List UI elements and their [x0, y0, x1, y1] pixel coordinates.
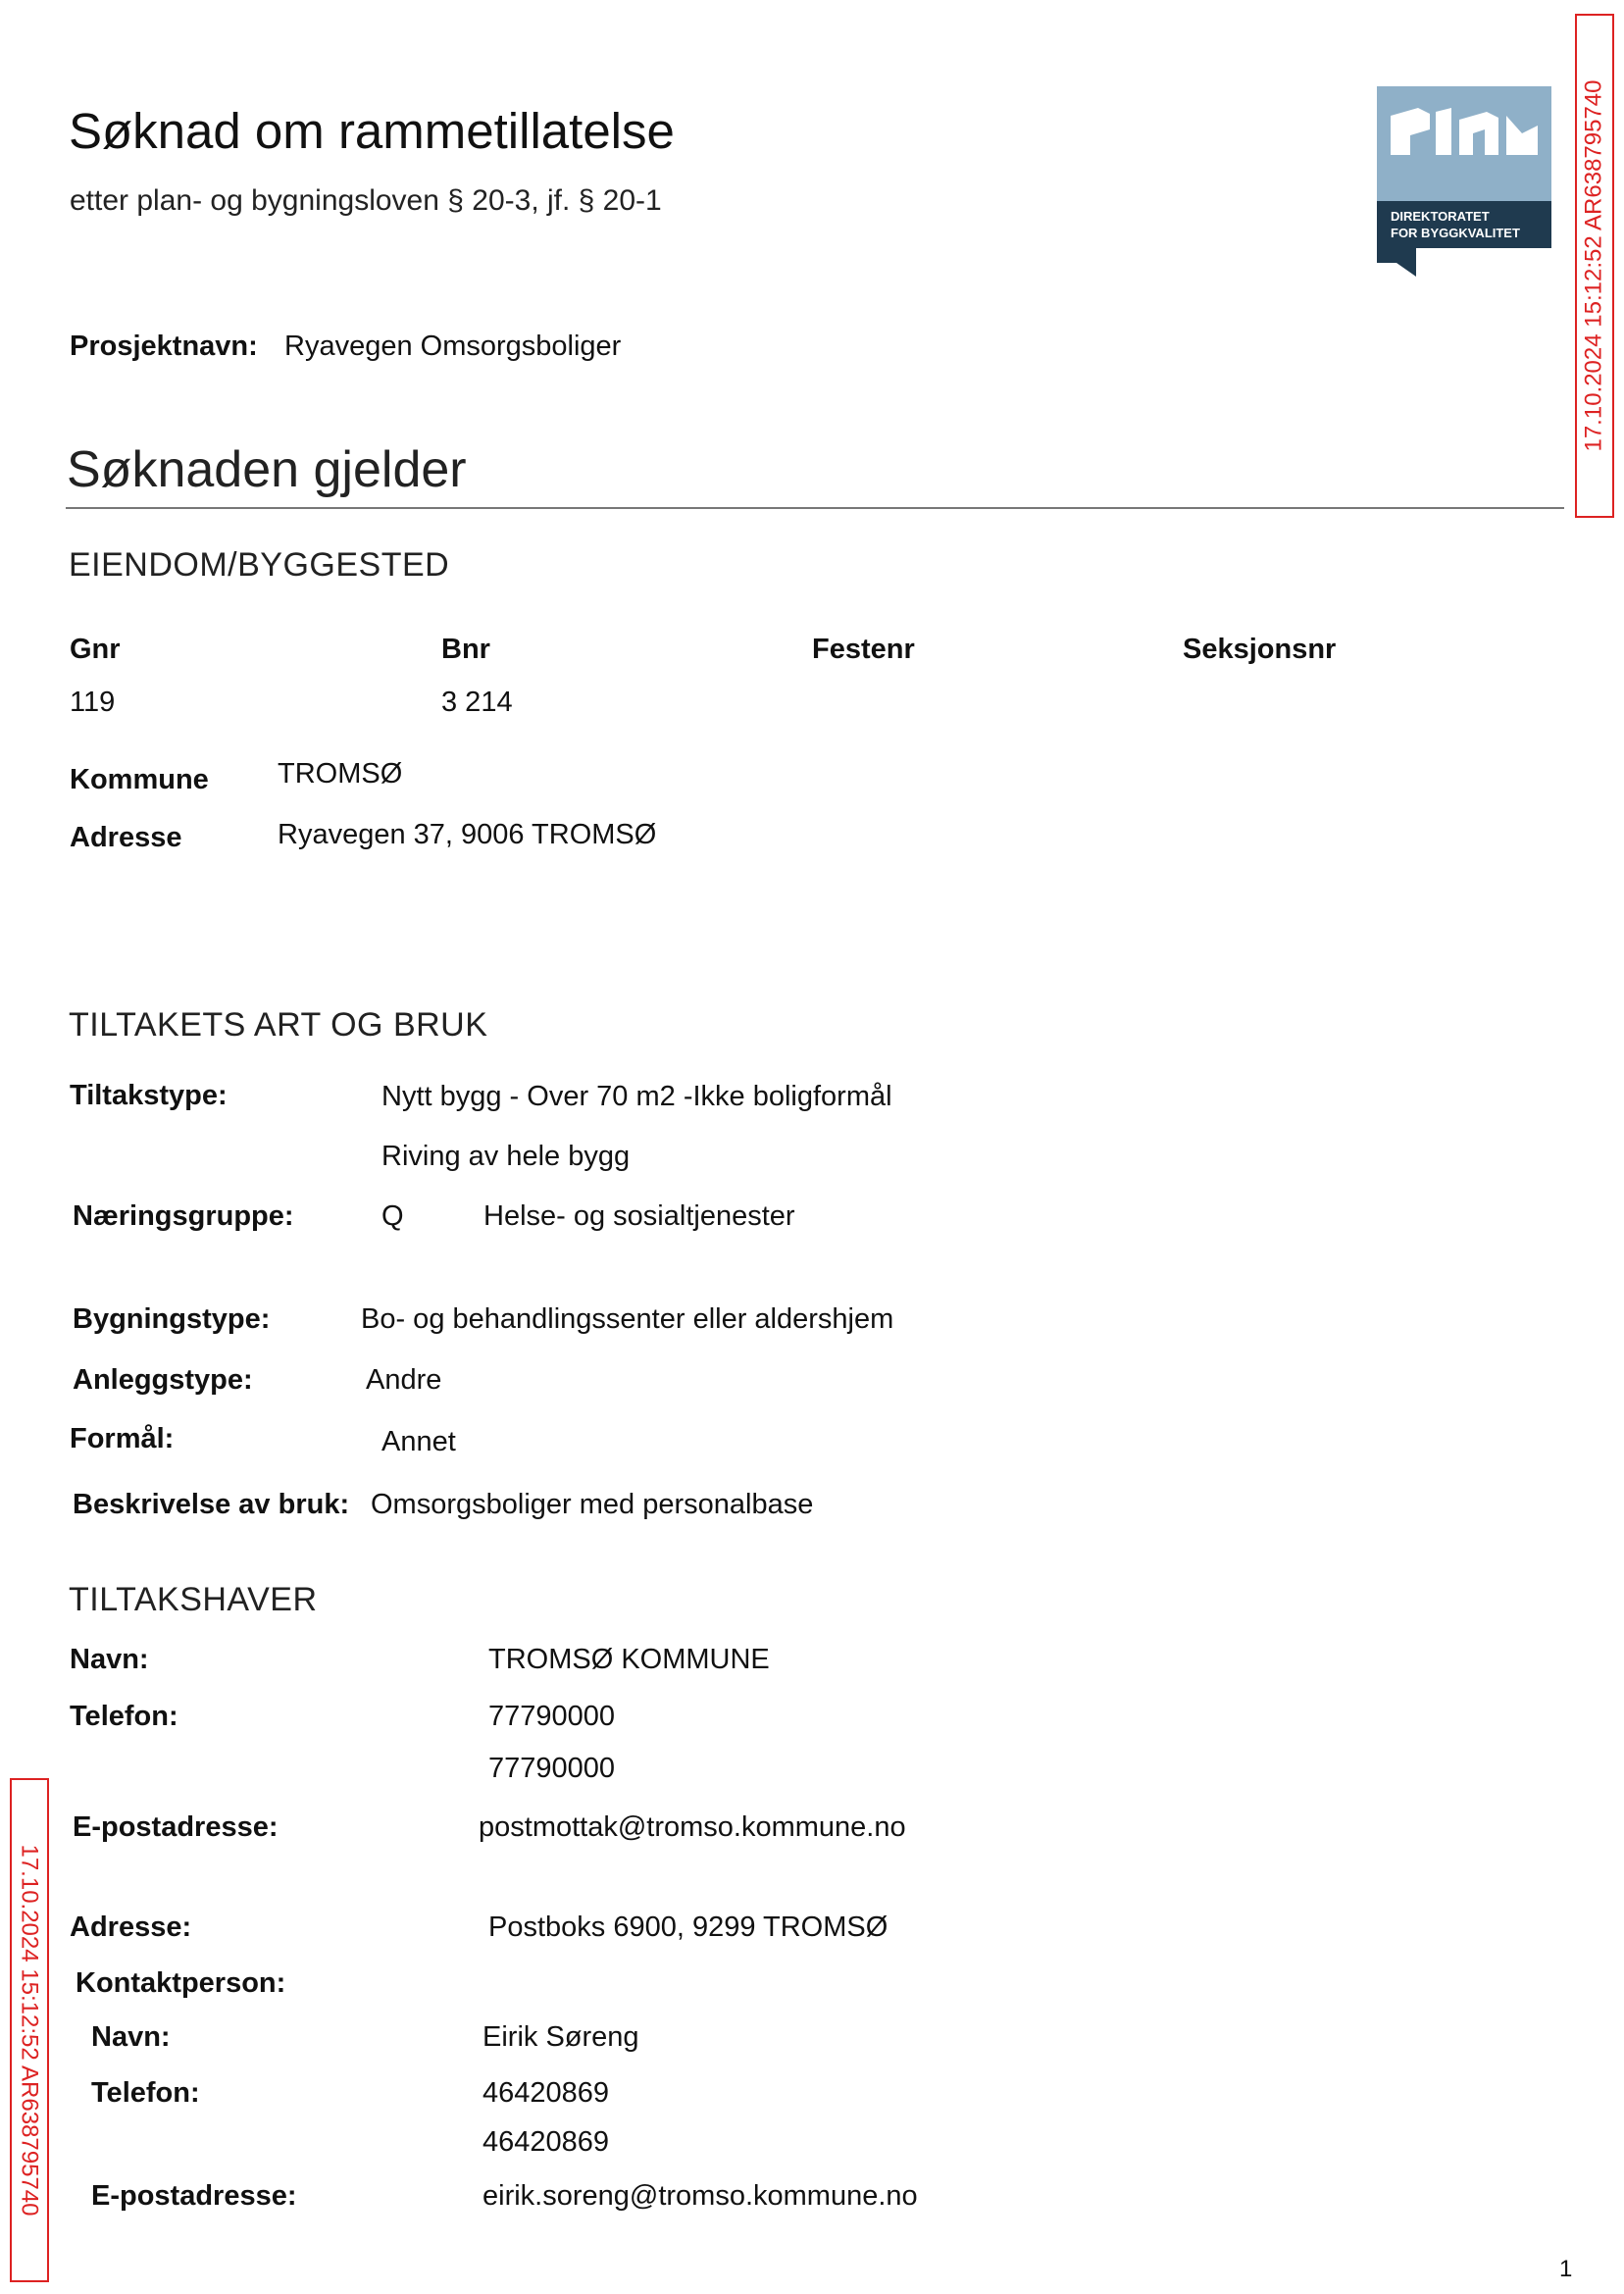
seksjonsnr-label: Seksjonsnr	[1183, 634, 1337, 665]
tiltakshaver-telefon-2: 77790000	[488, 1753, 616, 1784]
kontakt-epost-label: E-postadresse:	[91, 2180, 297, 2212]
document-subtitle: etter plan- og bygningsloven § 20-3, jf. § 20-1	[70, 184, 662, 217]
tiltakshaver-navn-value: TROMSØ KOMMUNE	[488, 1644, 770, 1675]
tiltak-heading: TILTAKETS ART OG BRUK	[69, 1006, 488, 1044]
timestamp-stamp-side	[10, 1778, 49, 2282]
adresse-label: Adresse	[70, 822, 182, 853]
bygningstype-value: Bo- og behandlingssenter eller aldershjem	[361, 1303, 894, 1335]
project-name-label: Prosjektnavn:	[70, 331, 258, 362]
adresse-value: Ryavegen 37, 9006 TROMSØ	[278, 819, 657, 850]
tiltakstype-label: Tiltakstype:	[70, 1080, 228, 1111]
tiltakshaver-telefon-1: 77790000	[488, 1701, 616, 1732]
dibk-logo	[1377, 86, 1551, 277]
kontaktperson-label: Kontaktperson:	[76, 1967, 286, 1999]
formal-value: Annet	[381, 1426, 456, 1457]
festenr-label: Festenr	[812, 634, 915, 665]
bnr-label: Bnr	[441, 634, 490, 665]
naeringsgruppe-label: Næringsgruppe:	[73, 1200, 294, 1232]
section-divider	[66, 507, 1564, 509]
kontakt-telefon-1: 46420869	[482, 2077, 610, 2109]
page-number: 1	[1559, 2256, 1573, 2282]
tiltakshaver-epost-value: postmottak@tromso.kommune.no	[479, 1811, 906, 1843]
eiendom-heading: EIENDOM/BYGGESTED	[69, 546, 450, 584]
formal-label: Formål:	[70, 1423, 175, 1454]
document-title: Søknad om rammetillatelse	[69, 103, 675, 159]
tiltakshaver-heading: TILTAKSHAVER	[69, 1581, 318, 1618]
tiltakshaver-adresse-value: Postboks 6900, 9299 TROMSØ	[488, 1912, 888, 1943]
kommune-value: TROMSØ	[278, 758, 403, 790]
anleggstype-label: Anleggstype:	[73, 1364, 253, 1396]
tiltakshaver-epost-label: E-postadresse:	[73, 1811, 279, 1843]
stamp-text: 17.10.2024 15:12:52 AR638795740	[17, 1844, 43, 2217]
section-title: Søknaden gjelder	[67, 441, 467, 498]
tiltakshaver-telefon-label: Telefon:	[70, 1701, 178, 1732]
logo-text-line2: FOR BYGGKVALITET	[1391, 226, 1520, 240]
kontakt-epost-value: eirik.soreng@tromso.kommune.no	[482, 2180, 918, 2212]
tiltakshaver-navn-label: Navn:	[70, 1644, 149, 1675]
tiltakshaver-adresse-label: Adresse:	[70, 1912, 192, 1943]
gnr-value: 119	[70, 687, 116, 718]
stamp-text: 17.10.2024 15:12:52 AR638795740	[1581, 79, 1607, 452]
beskrivelse-label: Beskrivelse av bruk:	[73, 1489, 350, 1520]
bygningstype-label: Bygningstype:	[73, 1303, 271, 1335]
logo-text-line1: DIREKTORATET	[1391, 209, 1490, 224]
project-name-value: Ryavegen Omsorgsboliger	[284, 331, 622, 362]
kontakt-navn-label: Navn:	[91, 2021, 171, 2053]
gnr-label: Gnr	[70, 634, 121, 665]
kontakt-telefon-label: Telefon:	[91, 2077, 200, 2109]
beskrivelse-value: Omsorgsboliger med personalbase	[371, 1489, 814, 1520]
tiltakstype-value-2: Riving av hele bygg	[381, 1141, 631, 1172]
naeringsgruppe-value: Helse- og sosialtjenester	[483, 1200, 795, 1232]
naeringsgruppe-code: Q	[381, 1200, 404, 1232]
timestamp-stamp-top	[1575, 14, 1614, 518]
anleggstype-value: Andre	[366, 1364, 442, 1396]
kommune-label: Kommune	[70, 764, 209, 795]
bnr-value: 3 214	[441, 687, 513, 718]
tiltakstype-value-1: Nytt bygg - Over 70 m2 -Ikke boligformål	[381, 1081, 892, 1112]
kontakt-navn-value: Eirik Søreng	[482, 2021, 639, 2053]
dibk-logo-icon	[1377, 86, 1551, 277]
kontakt-telefon-2: 46420869	[482, 2126, 610, 2158]
